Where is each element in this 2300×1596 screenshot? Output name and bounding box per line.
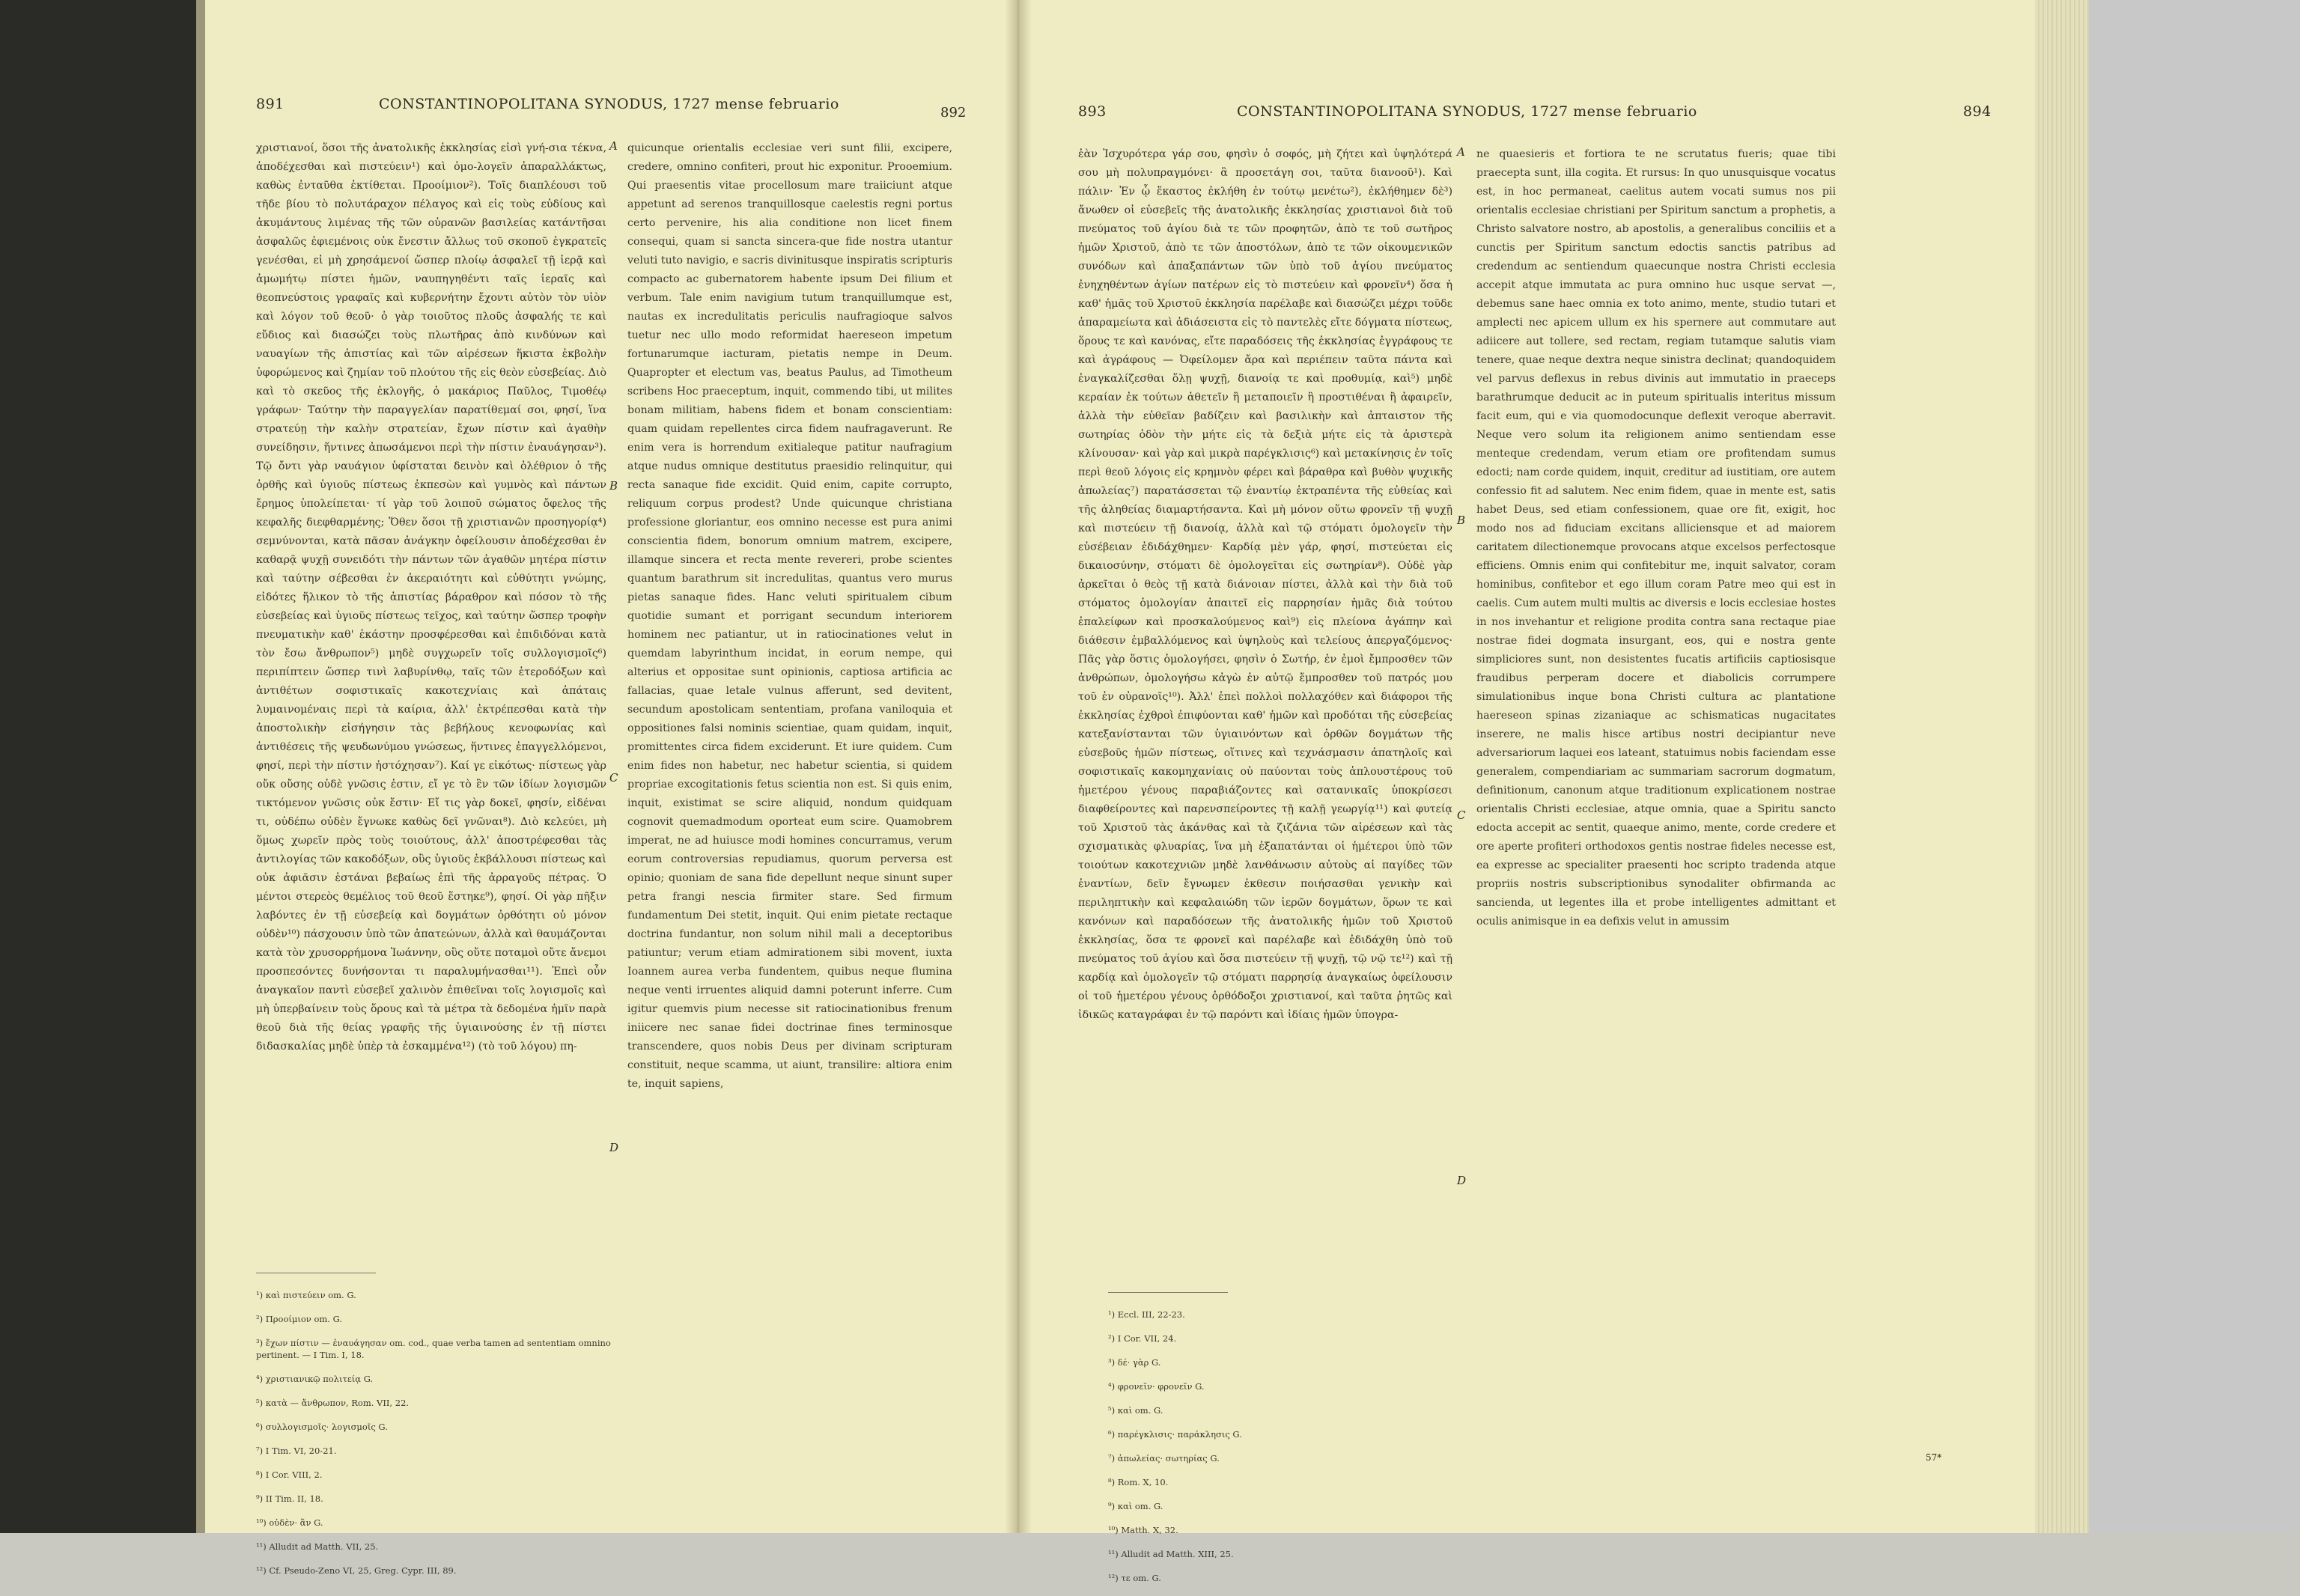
- footnote: ⁴) χριστιανικῷ πολιτείᾳ G.: [256, 1374, 374, 1384]
- left-running-title: CONSTANTINOPOLITANA SYNODUS, 1727 mense februario: [379, 96, 839, 112]
- background-left: [0, 0, 225, 1533]
- footnote: ³) δέ· γὰρ G.: [1108, 1357, 1161, 1368]
- left-footnotes: [256, 1277, 645, 1589]
- footnote: ⁸) Rom. X, 10.: [1108, 1477, 1169, 1487]
- background-right: [2089, 0, 2300, 1533]
- footnote: ¹¹) Alludit ad Matth. VII, 25.: [256, 1541, 379, 1552]
- footnote: ¹) καὶ πιστεύειν om. G.: [256, 1290, 356, 1300]
- left-page-number: 891: [256, 96, 285, 112]
- footnote: ⁴) φρονεῖν· φρονεῖν G.: [1108, 1381, 1205, 1392]
- left-margin-letter-c: C: [609, 771, 618, 785]
- right-margin-letter-d: D: [1457, 1174, 1467, 1187]
- footnote: ²) Προοίμιον om. G.: [256, 1314, 343, 1324]
- right-running-title: CONSTANTINOPOLITANA SYNODUS, 1727 mense februario: [1237, 103, 1697, 120]
- footnote: ¹²) Cf. Pseudo-Zeno VI, 25, Greg. Cypr. III, 89.: [256, 1565, 457, 1576]
- footnote: ⁵) κατὰ — ἄνθρωπον, Rom. VII, 22.: [256, 1398, 410, 1408]
- left-margin-letter-d: D: [609, 1141, 619, 1154]
- footnote: ⁸) I Cor. VIII, 2.: [256, 1469, 323, 1480]
- footnote: ⁹) καὶ om. G.: [1108, 1501, 1163, 1511]
- right-margin-letter-a: A: [1457, 145, 1465, 159]
- footnote: ⁹) II Tim. II, 18.: [256, 1493, 323, 1504]
- footnote: ¹¹) Alludit ad Matth. XIII, 25.: [1108, 1549, 1234, 1559]
- left-inner-page-number: 892: [940, 105, 967, 121]
- right-page-number: 893: [1078, 103, 1107, 120]
- right-latin-column: ne quaesieris et fortiora te ne scrutatus fueris; quae tibi praecepta sunt, illa cogita. Et rursus: In quo unusquisque vocatus est, in hoc permaneat, caelitus autem vocati sumus nos pii orientalis ecclesiae christiani per Spiritum sanctum a prophetis, a Christo salvatore nostro, ab apostolis, a generalibus conciliis et a cunctis per Spiritum sanctum edoctis sanctis patribus ad credendum ac sentiendum quaecunque nostra Christi ecclesia accepit atque immutata ac pura omnino huc usque servat —, debemus sane haec omnia ex toto animo, mente, studio tutari et amplecti nec apicem ullum ex his spernere aut commutare aut adiicere aut tollere, sed rectam, regiam tutamque salutis viam tenere, quae neque dextra neque sinistra declinat; quandoquidem vel parvus deflexus in rebus divinis aut immutatio in praeceps barathrumque deducit ac in puteum spiritualis interitus missum facit eum, qui e via quomodocunque deflexit veroque aberravit. Neque vero solum ita religionem animo sentiendam esse menteque credendam, verum etiam ore profitendam sumus edocti; nam corde quidem, inquit, creditur ad iustitiam, ore autem confessio fit ad salutem. Nec enim fidem, quae in mente est, satis habet Deus, sed etiam confessionem, quae ore fit, exigit, hoc modo nos ad fiduciam excitans alliciensque et ad maiorem caritatem dilectionemque provocans atque excelsos perfectosque efficiens. Omnis enim qui confitebitur me, inquit salvator, coram hominibus, confitebor et ego illum coram Patre meo qui est in caelis. Cum autem multi multis ac diversis e locis ecclesiae hostes in nos invehantur et religione prodita contra sana rectaque piae nostrae fidei dogmata insurgant, eos, qui e nostra gente simpliciores sunt, non desistentes fucatis artificiis captiosisque fraudibus perperam docere et diabolicis corrumpere simulationibus inque bona Christi cultura ac plantatione haereseon spinas zizaniaque ac schismaticas nugacitates inserere, ne malis hisce artibus nostri decipiantur neve adversariorum laquei eos lateant, statuimus nobis faciendam esse generalem, compendiariam ac summariam sacrorum dogmatum, definitionum, canonum atque traditionum explicationem nostrae orientalis Christi ecclesiae, atque omnia, quae a Spiritu sancto edocta accepit ac sentit, quaeque animo, mente, corde credere et ore aperte profiteri orthodoxos gentis nostrae fideles necesse est, ea expresse ac specialiter praesenti hoc scripto tradenda atque propriis nostris subscriptionibus synodaliter obfirmanda ac sancienda, ut legentes illa et probe intelligentes admittant et oculis animisque in ea defixis velut in amussim: [1476, 148, 1836, 928]
- footnote: ⁷) ἀπωλείας· σωτηρίας G.: [1108, 1453, 1220, 1463]
- footnote: ³) ἔχων πίστιν — ἐναυάγησαν om. cod., quae verba tamen ad sententiam omnino pertinent. — I Tim. I, 18.: [256, 1338, 611, 1360]
- signature-mark: 57*: [1926, 1452, 1942, 1463]
- right-footnote-rule: [1108, 1292, 1228, 1293]
- footnote: ⁵) καὶ om. G.: [1108, 1405, 1163, 1416]
- footnote: ²) I Cor. VII, 24.: [1108, 1333, 1177, 1344]
- right-greek-column: ἐὰν Ἰσχυρότερα γάρ σου, φησὶν ὁ σοφός, μὴ ζήτει καὶ ὑψηλότερά σου μὴ πολυπραγμόνει· ἃ προσετάγη σοι, ταῦτα διανοοῦ¹). Καὶ πάλιν· Ἐν ᾧ ἕκαστος ἐκλήθη ἐν τούτῳ μενέτω²), ἐκλήθημεν δὲ³) ἄνωθεν οἱ εὐσεβεῖς τῆς ἀνατολικῆς ἐκκλησίας χριστιανοὶ διὰ τοῦ πνεύματος τοῦ ἁγίου διὰ τε τῶν προφητῶν, ἀπὸ τε τοῦ σωτῆρος ἡμῶν Χριστοῦ, ἀπὸ τε τῶν ἀποστόλων, ἀπὸ τε τῶν οἰκουμενικῶν συνόδων καὶ ἁπαξαπάντων τῶν ὑπὸ τοῦ ἁγίου πνεύματος ἐνηχηθέντων ἁγίων πατέρων εἰς τὸ πιστεύειν καὶ φρονεῖν⁴) ὅσα ἡ καθ' ἡμᾶς τοῦ Χριστοῦ ἐκκλησία παρέλαβε καὶ διασώζει μέχρι τοῦδε ἀπαραμείωτα καὶ ἀδιάσειστα εἰς τὸ παντελὲς εἴτε δόγματα πίστεως, ὅρους τε καὶ κανόνας, εἴτε παραδόσεις τῆς ἐκκλησίας ἐγγράφους τε καὶ ἀγράφους — Ὀφείλομεν ἄρα καὶ περιέπειν ταῦτα πάντα καὶ ἐναγκαλίζεσθαι ὅλῃ ψυχῇ, διανοίᾳ τε καὶ προθυμίᾳ, καὶ⁵) μηδὲ κεραίαν ἐκ τούτων ἀθετεῖν ἢ μεταποιεῖν ἢ προστιθέναι ἢ ἀφαιρεῖν, ἀλλὰ τὴν εὐθεῖαν βαδίζειν καὶ βασιλικὴν καὶ ἀπταιστον τῆς σωτηρίας ὁδὸν τὴν μήτε εἰς τὰ δεξιὰ μήτε εἰς τὰ ἀριστερὰ κλίνουσαν· καὶ γὰρ καὶ μικρὰ παρέγκλισις⁶) καὶ μετακίνησις ἐν τοῖς περὶ θεοῦ λόγοις εἰς κρημνὸν φέρει καὶ βάραθρα καὶ βυθὸν ψυχικῆς ἀπωλείας⁷) παρατάσσεται τῷ ἐναντίῳ ἐκτραπέντα τῆς εὐθείας καὶ τῆς ἀληθείας διαμαρτήσαντα. Καὶ μὴ μόνον οὕτω φρονεῖν τῇ ψυχῇ καὶ πιστεύειν τῇ διανοίᾳ, ἀλλὰ καὶ τῷ στόματι ὁμολογεῖν τὴν εὐσέβειαν ἐδιδάχθημεν· Καρδίᾳ μὲν γάρ, φησί, πιστεύεται εἰς δικαιοσύνην, στόματι δὲ ὁμολογεῖται εἰς σωτηρίαν⁸). Οὐδὲ γὰρ ἀρκεῖται ὁ θεὸς τῇ κατὰ διάνοιαν πίστει, ἀλλὰ καὶ τὴν διὰ τοῦ στόματος ὁμολογίαν ἀπαιτεῖ εἰς παρρησίαν ἡμᾶς διὰ τούτου ἐπαλείφων καὶ προσκαλούμενος καὶ⁹) εἰς πλείονα ἀγάπην καὶ διάθεσιν ἐμβαλλόμενος καὶ ὑψηλοὺς καὶ τελείους ἀπεργαζόμενος· Πᾶς γὰρ ὅστις ὁμολογήσει, φησὶν ὁ Σωτήρ, ἐν ἐμοὶ ἔμπροσθεν τῶν ἀνθρώπων, ὁμολογήσω κἀγὼ ἐν αὐτῷ ἔμπροσθεν τοῦ πατρός μου τοῦ ἐν οὐρανοῖς¹⁰). Ἀλλ' ἐπεὶ πολλοὶ πολλαχόθεν καὶ διάφοροι τῆς ἐκκλησίας ἐχθροὶ ἐπιφύονται καθ' ἡμῶν καὶ προδόται τῆς εὐσεβείας κατεξανίστανται τῶν ὑγιαινόντων καὶ ὀρθῶν δογμάτων τῆς εὐσεβοῦς ἡμῶν πίστεως, οἵτινες καὶ τεχνάσμασιν ἀπατηλοῖς καὶ σοφιστικαῖς κακομηχανίαις οὐ παύονται τοὺς ἁπλουστέρους τοῦ ἡμετέρου γένους παραβιάζοντες καὶ σατανικαῖς ὑποκρίσεσι διαφθείροντες καὶ παρενσπείροντες τῇ καλῇ γεωργίᾳ¹¹) καὶ φυτείᾳ τοῦ Χριστοῦ τὰς ἀκάνθας καὶ τὰ ζιζάνια τῶν αἱρέσεων καὶ τὰς σχισματικὰς φλυαρίας, ἵνα μὴ ἐξαπατάνται οἱ ἡμέτεροι ὑπὸ τῶν τοιούτων κακοτεχνιῶν μηδὲ λανθάνωσιν αὐτοὺς αἱ παγίδες τῶν ἐναντίων, δεῖν ἔγνωμεν ἐκθεσιν ποιήσασθαι γενικὴν καὶ περιληπτικὴν καὶ κεφαλαιώδη τῶν ἱερῶν δογμάτων, ὅρων τε καὶ κανόνων καὶ παραδόσεων τῆς ἀνατολικῆς ἡμῶν τοῦ Χριστοῦ ἐκκλησίας, ὅσα τε φρονεῖ καὶ παρέλαβε καὶ ἐδιδάχθη ὑπὸ τοῦ πνεύματος τοῦ ἁγίου καὶ ὅσα πιστεύειν τῇ ψυχῇ, τῷ νῷ τε¹²) καὶ τῇ καρδίᾳ καὶ ὁμολογεῖν τῷ στόματι παρρησίᾳ ἀναγκαίως ὀφείλουσιν οἱ τοῦ ἡμετέρου γένους ὀρθόδοξοι χριστιανοί, καὶ ταῦτα ῥητῶς καὶ ἰδικῶς καταγράφαι ἐν τῷ παρόντι καὶ ἰδίαις ἡμῶν ὑπογρα-: [1078, 148, 1452, 1021]
- right-outer-page-number: 894: [1963, 103, 1992, 120]
- footnote: ¹²) τε om. G.: [1108, 1573, 1161, 1583]
- left-margin-letter-b: B: [609, 479, 618, 493]
- footnote: ¹⁰) οὐδὲν· ἂν G.: [256, 1517, 323, 1528]
- right-margin-letter-c: C: [1457, 808, 1466, 822]
- footnote: ⁶) συλλογισμοῖς· λογισμοῖς G.: [256, 1422, 388, 1432]
- right-footnotes: [1108, 1297, 1497, 1596]
- footnote: ¹) Eccl. III, 22-23.: [1108, 1309, 1185, 1320]
- footnote: ⁷) I Tim. VI, 20-21.: [256, 1446, 337, 1456]
- footnote: ⁶) παρέγκλισις· παράκλησις G.: [1108, 1429, 1242, 1440]
- left-greek-column: χριστιανοί, ὅσοι τῆς ἀνατολικῆς ἐκκλησίας εἰσὶ γνή-σια τέκνα, ἀποδέχεσθαι καὶ πιστεύειν¹) καὶ ὁμο-λογεῖν ἀπαραλλάκτως, καθὼς ἐνταῦθα ἐκτίθεται. Προοίμιον²). Τοῖς διαπλέουσι τοῦ τῆδε βίου τὸ πολυτάραχον πέλαγος καὶ εἰς τοὺς εὐδίους καὶ ἀκυμάντους λιμένας τῆς τῶν οὐρανῶν βασιλείας κατάντῆσαι ἀσφαλῶς ἐφιεμένοις οὐκ ἔνεστιν ἄλλως τοῦ σκοποῦ ἐγκρατεῖς γενέσθαι, εἰ μὴ χρησάμενοί ὥσπερ πλοίῳ ἀσφαλεῖ τῇ ἱερᾷ καὶ ἀμωμήτῳ πίστει ἡμῶν, ναυπηγηθέντι ταῖς ἱεραῖς καὶ θεοπνεύστοις γραφαῖς καὶ κυβερνήτην ἔχοντι αὐτὸν τὸν υἱὸν καὶ λόγον τοῦ θεοῦ· ὁ γὰρ τοιοῦτος πλοῦς ἀσφαλής τε καὶ εὔδιος καὶ διασώζει τοὺς πλωτῆρας ἀπὸ κινδύνων καὶ ναυαγίων τῆς ἀπιστίας καὶ τῶν αἱρέσεων ἥκιστα ἐκβολὴν ὑφορώμενος καὶ ζημίαν τοῦ πλούτου τῆς εἰς θεὸν εὐσεβείας. Διὸ καὶ τὸ σκεῦος τῆς ἐκλογῆς, ὁ μακάριος Παῦλος, Τιμοθέῳ γράφων· Ταύτην τὴν παραγγελίαν παρατίθεμαί σοι, φησί, ἵνα στρατεύῃ τὴν καλὴν στρατείαν, ἔχων πίστιν καὶ ἀγαθὴν συνείδησιν, ἥντινες ἀπωσάμενοι περὶ τὴν πίστιν ἐναυάγησαν³). Τῷ ὄντι γὰρ ναυάγιον ὑφίσταται δεινὸν καὶ ὀλέθριον ὁ τῆς ὀρθῆς καὶ ὑγιοῦς πίστεως ἐκπεσὼν καὶ γυμνὸς καὶ πάντων ἔρημος ὑπολείπεται· τί γὰρ τοῦ λοιποῦ σώματος ὄφελος τῆς κεφαλῆς διεφθαρμένης; Ὅθεν ὅσοι τῇ χριστιανῶν προσηγορίᾳ⁴) σεμνύνονται, κατὰ πᾶσαν ἀνάγκην ὀφείλουσιν ἀποδέχεσθαι ἐν καθαρᾷ ψυχῇ συνειδότι τὴν πάντων τῶν ἀγαθῶν μητέρα πίστιν καὶ ταύτην σέβεσθαι ἐν ἀκεραιότητι καὶ εὐθύτητι γνώμης, εἰδότες ἥλικον τὸ τῆς ἀπιστίας βάραθρον καὶ πόσον τὸ τῆς εὐσεβείας καὶ ὑγιοῦς πίστεως τεῖχος, καὶ ταύτην ὥσπερ τροφὴν πνευματικὴν καθ' ἑκάστην προσφέρεσθαι καὶ ἐπιδιδόναι κατὰ τὸν ἔσω ἄνθρωπον⁵) μηδὲ συγχωρεῖν τοῖς συλλογισμοῖς⁶) περιπίπτειν ὥσπερ τινὶ λαβυρίνθῳ, ταῖς τῶν ἑτεροδόξων καὶ ἀντιθέτων σοφιστικαῖς κακοτεχνίαις καὶ ἀπάταις λυμαινομέναις περὶ τὰ καίρια, ἀλλ' ἐκτρέπεσθαι κατὰ τὴν ἀποστολικὴν εἰσήγησιν τὰς βεβήλους κενοφωνίας καὶ ἀντιθέσεις τῆς ψευδωνύμου γνώσεως, ἥντινες ἐπαγγελλόμενοι, φησί, περὶ τὴν πίστιν ἠστόχησαν⁷). Καί γε εἰκότως· πίστεως γὰρ οὔκ οὔσης οὐδὲ γνῶσις ἐστιν, εἴ γε τὸ ἓν τῶν ἰδίων λογισμῶν τικτόμενον γνῶσις οὐκ ἔστιν· Εἴ τις γὰρ δοκεῖ, φησίν, εἰδέναι τι, οὐδέπω οὐδὲν ἔγνωκε καθὼς δεῖ γνῶναι⁸). Διὸ κελεύει, μὴ ὅμως χωρεῖν πρὸς τοὺς τοιούτους, ἀλλ' ἀποστρέφεσθαι τὰς ἀντιλογίας τῶν κακοδόξων, οὓς ὑγιοῦς ἐκβάλλουσι πίστεως καὶ οὐκ ἀφιᾶσιν ἑστάναι βεβαίως ἐπὶ τῆς ἀρραγοῦς πέτρας. Ὁ μέντοι στερεὸς θεμέλιος τοῦ θεοῦ ἕστηκε⁹), φησί. Οἱ γὰρ πῆξιν λαβόντες ἐν τῇ εὐσεβείᾳ καὶ δογμάτων ὀρθότητι οὐ μόνον οὐδὲν¹⁰) πάσχουσιν ὑπὸ τῶν ἀπατεώνων, ἀλλὰ καὶ θαυμάζονται κατὰ τὸν χρυσορρήμονα Ἰωάννην, οὓς οὔτε ποταμοὶ οὔτε ἄνεμοι προσπεσόντες δυνήσονται τι παραλυμήνασθαι¹¹). Ἐπεὶ οὖν ἀναγκαῖον παντὶ εὐσεβεῖ χαλινὸν ἐπιθεῖναι τοῖς λογισμοῖς καὶ μὴ ὑπερβαίνειν τοὺς ὅρους καὶ τὰ μέτρα τὰ δεδομένα ἡμῖν παρὰ θεοῦ διὰ τῆς θείας γραφῆς τῆς ὑγιαινούσης ἐν τῇ πίστει διδασκαλίας μηδὲ ὑπὲρ τὰ ἐσκαμμένα¹²) (τὸ τοῦ λόγου) πη-: [256, 142, 606, 1053]
- page-stack-edge: [2035, 0, 2089, 1533]
- book-gutter: [1005, 0, 1032, 1533]
- right-margin-letter-b: B: [1457, 514, 1466, 527]
- left-latin-column: quicunque orientalis ecclesiae veri sunt filii, excipere, credere, omnino confiteri, prout hic exponitur. Prooemium. Qui praesentis vitae procellosum mare traiiciunt atque appetunt ad serenos tranquillosque caelestis regni portus certo pervenire, his alia conditione non licet finem consequi, quam si sancta sincera-que fide nostra utantur veluti tuto navigio, e sacris divinitusque inspiratis scripturis compacto ac gubernatorem habente ipsum Dei filium et verbum. Tale enim navigium tutum tranquillumque est, nautas ex incredulitatis periculis naufragioque salvos tuetur nec ullo modo reformidat haereseon impetum fortunarumque iacturam, pietatis nempe in Deum. Quapropter et electum vas, beatus Paulus, ad Timotheum scribens Hoc praeceptum, inquit, commendo tibi, ut milites bonam militiam, habens fidem et bonam conscientiam: quam quidam repellentes circa fidem naufragaverunt. Re enim vera is horrendum exitialeque patitur naufragium atque nudus omnique destitutus praesidio relinquitur, qui recta sanaque fide excidit. Quid enim, capite corrupto, reliquum corpus prodest? Unde quicunque christiana professione gloriantur, eos omnino necesse est pura animi conscientia fidem, bonorum omnium matrem, excipere, illamque sincera et recta mente revereri, probe scientes quantum barathrum sit incredulitas, quantus vero murus pietas sanaque fides. Hanc veluti spiritualem cibum quotidie sumant et porrigant secundum interiorem hominem nec patiantur, ut in ratiocinationes velut in quemdam labyrinthum incidat, in eorum nempe, qui alterius et oppositae sunt opinionis, captiosa artificia ac fallacias, quae letale vulnus afferunt, sed devitent, secundum apostolicam sententiam, profana vaniloquia et oppositiones falsi nominis scientiae, quam quidam, inquit, promittentes circa fidem exciderunt. Et iure quidem. Cum enim fides non habetur, nec habetur scientia, si quidem propriae excogitationis fetus scientia non est. Si quis enim, inquit, existimat se scire aliquid, nondum quidquam cognovit quemadmodum oporteat eum scire. Quamobrem imperat, ne ad huiusce modi homines concurramus, verum eorum controversias repudiamus, quorum perversa est opinio; quoniam de sana fide depellunt neque sinunt super petra frangi nescia firmiter stare. Sed firmum fundamentum Dei stetit, inquit. Qui enim pietate rectaque doctrina fundantur, non solum nihil mali a deceptoribus patiuntur; verum etiam admirationem sibi movent, iuxta Ioannem aurea verba fundentem, quibus neque flumina neque venti irruentes aliquid damni poterunt inferre. Cum igitur quemvis pium necesse sit ratiocinationibus frenum iniicere nec sanae fidei doctrinae fines terminosque transcendere, quos nobis Deus per divinam scripturam constituit, neque scamma, ut aiunt, transilire: altiora enim te, inquit sapiens,: [627, 142, 952, 1090]
- left-margin-letter-a: A: [609, 139, 618, 153]
- footnote: ¹⁰) Matth. X, 32.: [1108, 1525, 1178, 1535]
